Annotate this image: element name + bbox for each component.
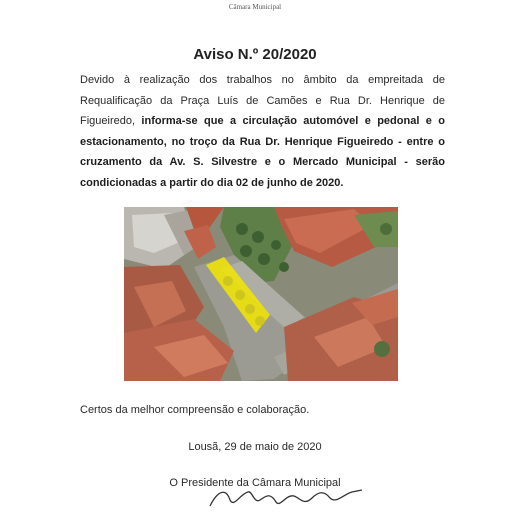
notice-title: Aviso N.º 20/2020 <box>193 46 317 63</box>
aerial-map <box>124 207 398 381</box>
notice-body <box>80 70 445 193</box>
closing-text: Certos da melhor compreensão e colaboração. <box>80 404 310 416</box>
notice-intro: Devido à realização dos trabalhos no âmbito da empreitada de Requalificação da Praça Luís de Camões e Rua Dr. Henrique de Figueiredo, <box>80 74 445 127</box>
municipality-header: Câmara Municipal <box>228 3 282 11</box>
handwritten-signature <box>200 486 370 510</box>
signatory-title: O Presidente da Câmara Municipal <box>169 477 341 489</box>
aerial-map-image <box>124 207 398 381</box>
notice-bold-statement: informa-se que a circulação automóvel e pedonal e o estacionamento, no troço da Rua Dr. Henrique Figueiredo - entre o cruzamento da Av. S. Silvestre e o Mercado Municipal - serão condicionadas a partir do dia 02 de junho de 2020. <box>80 115 445 189</box>
place-date: Lousã, 29 de maio de 2020 <box>188 441 322 453</box>
